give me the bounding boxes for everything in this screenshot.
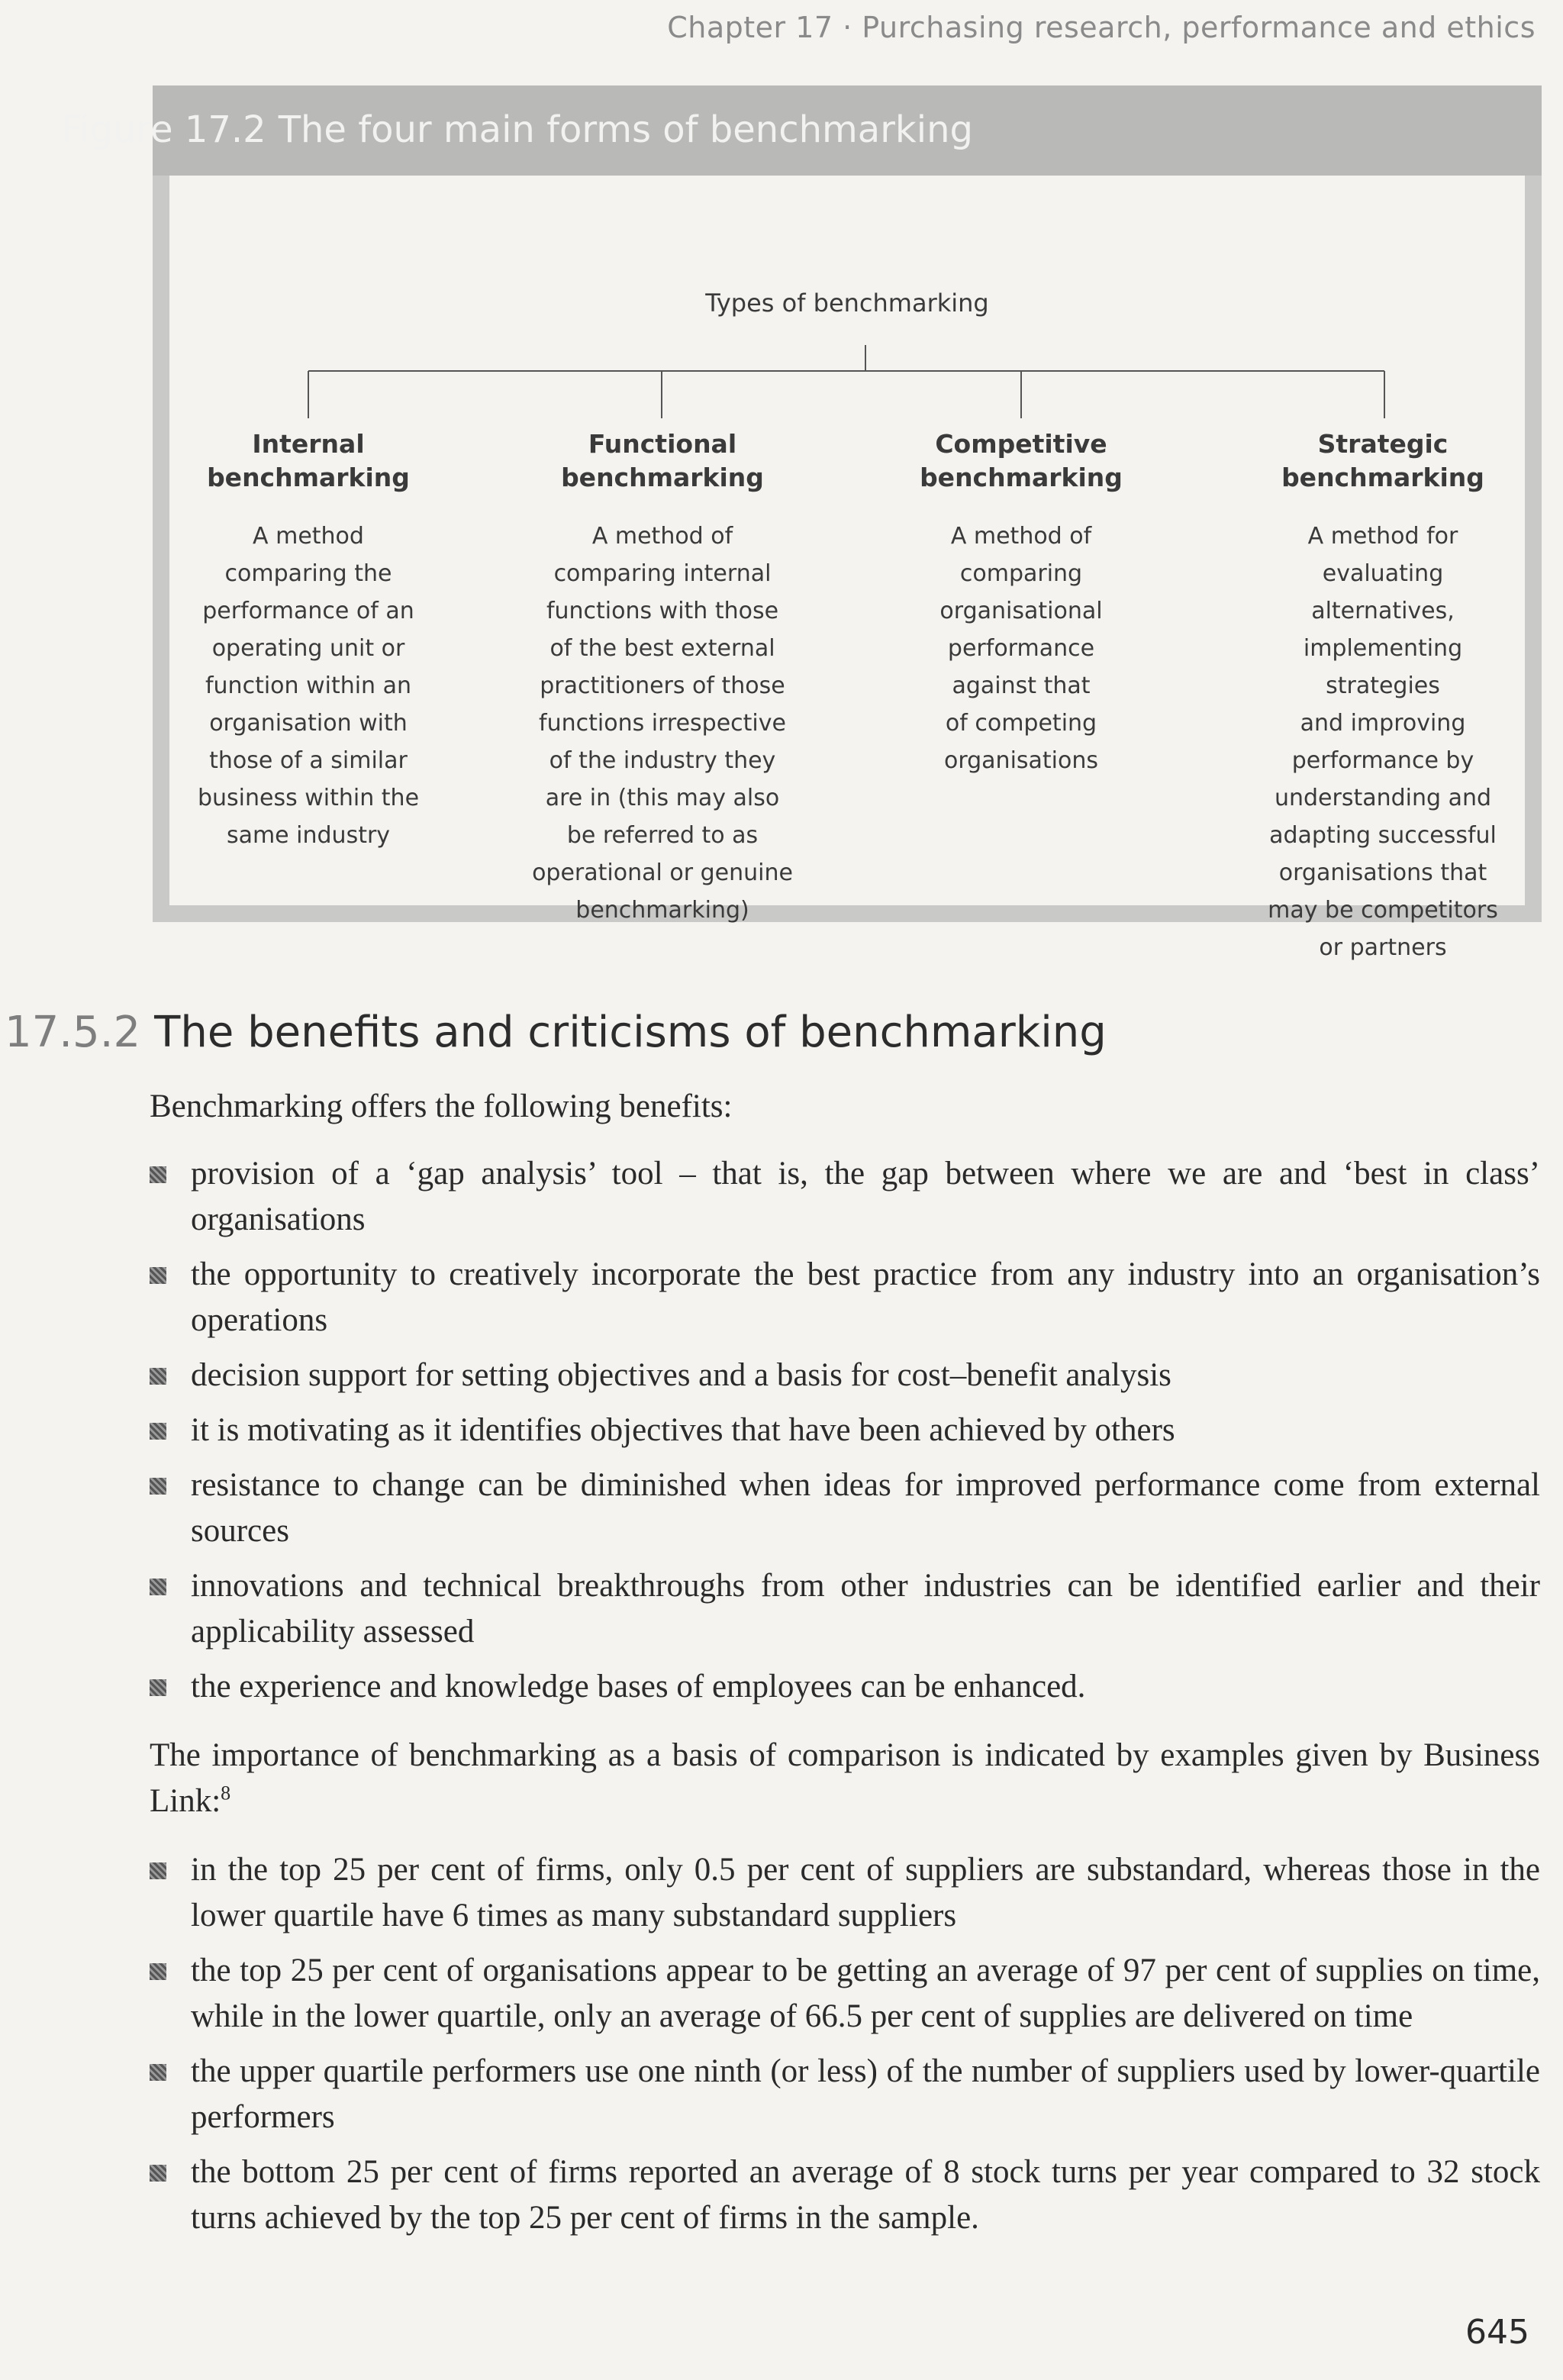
tree-root-label: Types of benchmarking (705, 289, 989, 318)
column-competitive (853, 427, 1189, 779)
column-description: A method of comparing organisational performance against that of competing organisations (939, 523, 1103, 774)
figure-number: Figure 17.2 (61, 108, 266, 151)
list-item: decision support for setting objectives and a basis for cost–benefit analysis (150, 1353, 1540, 1398)
list-item: the bottom 25 per cent of firms reported an average of 8 stock turns per year compared to 32 stock turns achieved by the top 25 per cent of firms in the sample. (150, 2149, 1540, 2241)
list-item: provision of a ‘gap analysis’ tool – that is, the gap between where we are and ‘best in class’ organisations (150, 1151, 1540, 1243)
column-internal (140, 427, 476, 854)
column-description: A method comparing the performance of an operating unit or function within an organisation with those of a similar business within the same industry (197, 523, 420, 849)
bullet-icon (150, 1478, 166, 1495)
bullet-icon (150, 2165, 166, 2182)
column-strategic (1215, 427, 1551, 966)
bullet-icon (150, 1579, 166, 1595)
column-description: A method for evaluating alternatives, implementing strategies and improving performance by understanding and adapting successful organisations that may be competitors or partners (1268, 523, 1498, 961)
examples-list (150, 1847, 1540, 2241)
list-item: it is motivating as it identifies objectives that have been achieved by others (150, 1408, 1540, 1453)
bullet-icon (150, 1267, 166, 1284)
column-heading: Functional benchmarking (561, 429, 764, 492)
section-number: 17.5.2 (5, 1008, 141, 1057)
benefits-list (150, 1151, 1540, 1710)
bullet-icon (150, 1963, 166, 1980)
section-heading (5, 1008, 1107, 1057)
bullet-icon (150, 1679, 166, 1696)
list-item: the opportunity to creatively incorporate the best practice from any industry into an organisation’s operations (150, 1252, 1540, 1343)
list-item: in the top 25 per cent of firms, only 0.5 per cent of suppliers are substandard, whereas those in the lower quartile have 6 times as many substandard suppliers (150, 1847, 1540, 1939)
figure-body (169, 176, 1525, 961)
running-head: Chapter 17 · Purchasing research, performance and ethics (667, 11, 1536, 44)
section-title: The benefits and criticisms of benchmarking (154, 1008, 1107, 1057)
list-item: resistance to change can be diminished when ideas for improved performance come from external sources (150, 1463, 1540, 1554)
bullet-icon (150, 1368, 166, 1385)
list-item: the experience and knowledge bases of employees can be enhanced. (150, 1664, 1540, 1710)
bullet-icon (150, 2064, 166, 2081)
list-item: the upper quartile performers use one ninth (or less) of the number of suppliers used by lower-quartile performers (150, 2049, 1540, 2140)
column-heading: Strategic benchmarking (1281, 429, 1484, 492)
figure-title: The four main forms of benchmarking (278, 108, 973, 151)
bullet-icon (150, 1166, 166, 1183)
figure-panel (61, 85, 1542, 961)
bullet-icon (150, 1423, 166, 1440)
column-functional (495, 427, 830, 929)
benefits-intro: Benchmarking offers the following benefits: (150, 1088, 733, 1124)
column-heading: Internal benchmarking (207, 429, 410, 492)
list-item: innovations and technical breakthroughs from other industries can be identified earlier and their applicability assessed (150, 1563, 1540, 1655)
column-description: A method of comparing internal functions with those of the best external practitioners of those functions irrespective of the industry they are in (this may also be referred to as operational or genuine benchmarking) (532, 523, 793, 924)
column-heading: Competitive benchmarking (920, 429, 1123, 492)
bullet-icon (150, 1862, 166, 1879)
footnote-ref: 8 (221, 1782, 231, 1804)
page-number: 645 (1465, 2313, 1529, 2352)
list-item: the top 25 per cent of organisations appear to be getting an average of 97 per cent of supplies on time, while in the lower quartile, only an average of 66.5 per cent of supplies are delivered on time (150, 1948, 1540, 2040)
figure-caption (61, 108, 973, 151)
importance-paragraph: The importance of benchmarking as a basis of comparison is indicated by examples given by Business Link:$^8$ (150, 1737, 1540, 1819)
